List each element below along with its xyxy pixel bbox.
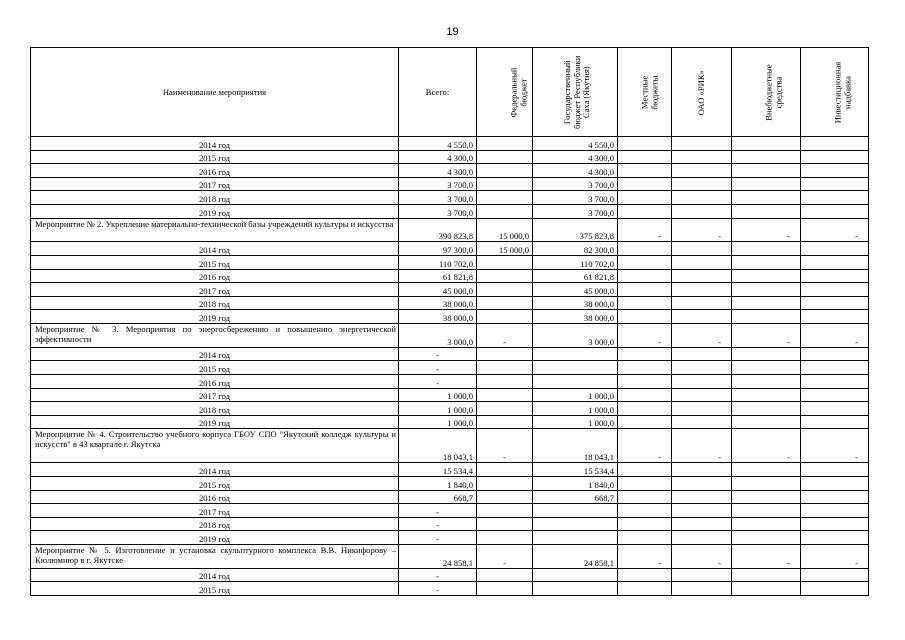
local-cell — [618, 269, 672, 283]
federal-cell: 15 000,0 — [477, 242, 533, 256]
header-rik — [672, 48, 732, 137]
republic-cell: 1 000,0 — [533, 402, 618, 416]
year-row — [31, 191, 869, 205]
local-cell — [618, 582, 672, 596]
federal-cell — [477, 463, 533, 477]
year-label: 2015 год — [31, 361, 399, 375]
rik-cell — [672, 137, 732, 151]
header-total-label: Всего: — [425, 87, 450, 97]
local-cell — [618, 490, 672, 504]
year-row — [31, 415, 869, 429]
year-label: 2019 год — [31, 310, 399, 324]
local-cell — [618, 415, 672, 429]
offbudget-cell — [732, 347, 801, 361]
header-invest-label: Инвестиционная надбавка — [832, 61, 852, 123]
republic-cell — [533, 568, 618, 582]
invest-cell — [801, 374, 869, 388]
header-total — [399, 48, 477, 137]
header-offbudget-label: Внебюджетные средства — [763, 63, 783, 121]
offbudget-cell — [732, 137, 801, 151]
local-cell — [618, 347, 672, 361]
total-cell: 45 000,0 — [399, 283, 477, 297]
header-local — [618, 48, 672, 137]
total-cell: 24 858,1 — [399, 545, 477, 569]
offbudget-cell: - — [732, 218, 801, 242]
local-cell — [618, 361, 672, 375]
offbudget-cell — [732, 568, 801, 582]
year-label: 2015 год — [31, 582, 399, 596]
rik-cell — [672, 269, 732, 283]
local-cell: - — [618, 218, 672, 242]
republic-cell: 375 823,8 — [533, 218, 618, 242]
year-row — [31, 361, 869, 375]
local-cell: - — [618, 429, 672, 463]
table-body — [31, 137, 869, 596]
budget-table — [30, 47, 869, 596]
activity-name: Мероприятие № 5. Изготовление и установка скульптурного комплекса В.В. Никифорову – Кюлюмнюр в г. Якутске — [31, 545, 399, 569]
year-label: 2019 год — [31, 531, 399, 545]
invest-cell — [801, 242, 869, 256]
offbudget-cell — [732, 164, 801, 178]
offbudget-cell — [732, 531, 801, 545]
rik-cell — [672, 347, 732, 361]
year-row — [31, 204, 869, 218]
invest-cell: - — [801, 218, 869, 242]
local-cell — [618, 517, 672, 531]
year-label: 2017 год — [31, 283, 399, 297]
invest-cell — [801, 310, 869, 324]
total-cell: 1 000,0 — [399, 402, 477, 416]
invest-cell — [801, 402, 869, 416]
offbudget-cell — [732, 242, 801, 256]
invest-cell — [801, 177, 869, 191]
local-cell — [618, 402, 672, 416]
invest-cell — [801, 415, 869, 429]
year-row — [31, 388, 869, 402]
invest-cell — [801, 283, 869, 297]
invest-cell — [801, 568, 869, 582]
invest-cell — [801, 150, 869, 164]
year-label: 2016 год — [31, 164, 399, 178]
republic-cell — [533, 531, 618, 545]
rik-cell: - — [672, 545, 732, 569]
total-cell: - — [399, 582, 477, 596]
local-cell — [618, 204, 672, 218]
republic-cell: 61 821,8 — [533, 269, 618, 283]
republic-cell: 82 300,0 — [533, 242, 618, 256]
offbudget-cell: - — [732, 545, 801, 569]
year-label: 2016 год — [31, 374, 399, 388]
local-cell — [618, 388, 672, 402]
republic-cell — [533, 374, 618, 388]
year-label: 2017 год — [31, 388, 399, 402]
federal-cell — [477, 490, 533, 504]
federal-cell — [477, 191, 533, 205]
rik-cell — [672, 242, 732, 256]
offbudget-cell — [732, 191, 801, 205]
invest-cell: - — [801, 545, 869, 569]
rik-cell — [672, 415, 732, 429]
offbudget-cell — [732, 296, 801, 310]
federal-cell — [477, 150, 533, 164]
year-label: 2016 год — [31, 269, 399, 283]
invest-cell: - — [801, 429, 869, 463]
rik-cell — [672, 388, 732, 402]
invest-cell — [801, 477, 869, 491]
rik-cell: - — [672, 429, 732, 463]
invest-cell — [801, 517, 869, 531]
invest-cell — [801, 137, 869, 151]
federal-cell: - — [477, 323, 533, 347]
total-cell: - — [399, 361, 477, 375]
rik-cell — [672, 191, 732, 205]
republic-cell: 18 043,1 — [533, 429, 618, 463]
year-row — [31, 255, 869, 269]
year-row — [31, 150, 869, 164]
rik-cell — [672, 164, 732, 178]
offbudget-cell — [732, 388, 801, 402]
local-cell — [618, 504, 672, 518]
total-cell: 3 700,0 — [399, 204, 477, 218]
invest-cell — [801, 164, 869, 178]
invest-cell — [801, 204, 869, 218]
local-cell — [618, 191, 672, 205]
year-label: 2018 год — [31, 402, 399, 416]
offbudget-cell — [732, 415, 801, 429]
local-cell — [618, 531, 672, 545]
total-cell: 110 702,0 — [399, 255, 477, 269]
local-cell — [618, 150, 672, 164]
republic-cell: 1 000,0 — [533, 388, 618, 402]
rik-cell — [672, 490, 732, 504]
total-cell: 3 700,0 — [399, 177, 477, 191]
total-cell: 668,7 — [399, 490, 477, 504]
federal-cell — [477, 296, 533, 310]
header-federal — [477, 48, 533, 137]
activity-row — [31, 218, 869, 242]
year-label: 2014 год — [31, 137, 399, 151]
rik-cell — [672, 582, 732, 596]
rik-cell — [672, 204, 732, 218]
year-row — [31, 296, 869, 310]
offbudget-cell — [732, 283, 801, 297]
federal-cell — [477, 361, 533, 375]
total-cell: 4 300,0 — [399, 150, 477, 164]
republic-cell: 3 700,0 — [533, 177, 618, 191]
rik-cell — [672, 463, 732, 477]
year-row — [31, 582, 869, 596]
offbudget-cell — [732, 255, 801, 269]
invest-cell — [801, 296, 869, 310]
federal-cell — [477, 283, 533, 297]
offbudget-cell — [732, 504, 801, 518]
federal-cell — [477, 388, 533, 402]
invest-cell — [801, 361, 869, 375]
year-row — [31, 242, 869, 256]
year-row — [31, 517, 869, 531]
year-row — [31, 177, 869, 191]
header-invest — [801, 48, 869, 137]
rik-cell — [672, 402, 732, 416]
total-cell: 1 000,0 — [399, 415, 477, 429]
republic-cell: 4 300,0 — [533, 150, 618, 164]
header-name — [31, 48, 399, 137]
header-row — [31, 48, 869, 137]
federal-cell — [477, 402, 533, 416]
total-cell: 97 300,0 — [399, 242, 477, 256]
offbudget-cell — [732, 463, 801, 477]
invest-cell — [801, 504, 869, 518]
year-row — [31, 269, 869, 283]
rik-cell — [672, 177, 732, 191]
header-republic — [533, 48, 618, 137]
total-cell: 4 550,0 — [399, 137, 477, 151]
year-row — [31, 490, 869, 504]
year-row — [31, 531, 869, 545]
offbudget-cell — [732, 177, 801, 191]
rik-cell — [672, 504, 732, 518]
republic-cell: 4 300,0 — [533, 164, 618, 178]
header-rik-label: ОАО «РИК» — [695, 69, 706, 116]
activity-row — [31, 323, 869, 347]
federal-cell — [477, 137, 533, 151]
year-row — [31, 137, 869, 151]
federal-cell — [477, 177, 533, 191]
republic-cell: 3 700,0 — [533, 204, 618, 218]
rik-cell — [672, 296, 732, 310]
republic-cell: 24 858,1 — [533, 545, 618, 569]
activity-name: Мероприятие № 3. Мероприятия по энергосбережению и повышению энергетической эффективности — [31, 323, 399, 347]
year-label: 2016 год — [31, 490, 399, 504]
republic-cell: 1 000,0 — [533, 415, 618, 429]
total-cell: 38 000,0 — [399, 296, 477, 310]
local-cell — [618, 568, 672, 582]
local-cell — [618, 374, 672, 388]
federal-cell — [477, 204, 533, 218]
year-row — [31, 463, 869, 477]
rik-cell — [672, 361, 732, 375]
local-cell — [618, 463, 672, 477]
rik-cell — [672, 568, 732, 582]
federal-cell — [477, 269, 533, 283]
year-label: 2014 год — [31, 568, 399, 582]
rik-cell: - — [672, 323, 732, 347]
rik-cell: - — [672, 218, 732, 242]
total-cell: 15 534,4 — [399, 463, 477, 477]
page-number: 19 — [446, 26, 459, 38]
year-label: 2017 год — [31, 177, 399, 191]
total-cell: 1 000,0 — [399, 388, 477, 402]
total-cell: - — [399, 568, 477, 582]
total-cell: 38 000,0 — [399, 310, 477, 324]
invest-cell — [801, 191, 869, 205]
header-republic-label: Государственный бюджет Республики Саха (Якутия) — [561, 55, 591, 129]
republic-cell: 4 550,0 — [533, 137, 618, 151]
year-label: 2017 год — [31, 504, 399, 518]
total-cell: - — [399, 517, 477, 531]
federal-cell — [477, 374, 533, 388]
republic-cell: 1 840,0 — [533, 477, 618, 491]
invest-cell — [801, 388, 869, 402]
activity-name: Мероприятие № 4. Строительство учебного корпуса ГБОУ СПО "Якутский колледж культуры и искусств" в 43 квартале г. Якутска — [31, 429, 399, 463]
invest-cell — [801, 269, 869, 283]
federal-cell — [477, 477, 533, 491]
local-cell: - — [618, 545, 672, 569]
rik-cell — [672, 283, 732, 297]
offbudget-cell: - — [732, 429, 801, 463]
total-cell: - — [399, 374, 477, 388]
federal-cell — [477, 582, 533, 596]
year-label: 2018 год — [31, 191, 399, 205]
federal-cell — [477, 517, 533, 531]
invest-cell — [801, 531, 869, 545]
local-cell — [618, 242, 672, 256]
local-cell — [618, 137, 672, 151]
year-label: 2018 год — [31, 517, 399, 531]
republic-cell: 3 000,0 — [533, 323, 618, 347]
federal-cell — [477, 255, 533, 269]
rik-cell — [672, 374, 732, 388]
federal-cell — [477, 531, 533, 545]
republic-cell: 38 000,0 — [533, 296, 618, 310]
header-name-label: Наименование мероприятия — [162, 87, 267, 97]
federal-cell — [477, 568, 533, 582]
local-cell — [618, 283, 672, 297]
local-cell — [618, 255, 672, 269]
activity-row — [31, 429, 869, 463]
republic-cell — [533, 504, 618, 518]
header-local-label: Местные бюджеты — [639, 75, 659, 109]
invest-cell — [801, 347, 869, 361]
offbudget-cell — [732, 582, 801, 596]
activity-row — [31, 545, 869, 569]
year-row — [31, 402, 869, 416]
total-cell: 4 300,0 — [399, 164, 477, 178]
year-label: 2014 год — [31, 463, 399, 477]
year-label: 2015 год — [31, 150, 399, 164]
year-label: 2014 год — [31, 347, 399, 361]
local-cell — [618, 164, 672, 178]
local-cell — [618, 177, 672, 191]
republic-cell: 38 000,0 — [533, 310, 618, 324]
total-cell: 61 821,8 — [399, 269, 477, 283]
offbudget-cell — [732, 269, 801, 283]
total-cell: 1 840,0 — [399, 477, 477, 491]
rik-cell — [672, 477, 732, 491]
federal-cell — [477, 504, 533, 518]
federal-cell — [477, 310, 533, 324]
header-federal-label: Федеральный бюджет — [508, 66, 528, 118]
offbudget-cell: - — [732, 323, 801, 347]
year-row — [31, 283, 869, 297]
rik-cell — [672, 255, 732, 269]
federal-cell: - — [477, 429, 533, 463]
activity-name: Мероприятие № 2. Укрепление материально-технической базы учреждений культуры и искусства — [31, 218, 399, 242]
rik-cell — [672, 310, 732, 324]
offbudget-cell — [732, 361, 801, 375]
total-cell: 390 823,8 — [399, 218, 477, 242]
federal-cell — [477, 164, 533, 178]
offbudget-cell — [732, 150, 801, 164]
total-cell: - — [399, 531, 477, 545]
year-row — [31, 477, 869, 491]
year-row — [31, 504, 869, 518]
year-label: 2019 год — [31, 204, 399, 218]
republic-cell: 668,7 — [533, 490, 618, 504]
total-cell: - — [399, 504, 477, 518]
local-cell — [618, 310, 672, 324]
republic-cell — [533, 361, 618, 375]
total-cell: 3 700,0 — [399, 191, 477, 205]
header-offbudget — [732, 48, 801, 137]
republic-cell: 3 700,0 — [533, 191, 618, 205]
invest-cell — [801, 490, 869, 504]
year-row — [31, 374, 869, 388]
republic-cell: 45 000,0 — [533, 283, 618, 297]
rik-cell — [672, 150, 732, 164]
offbudget-cell — [732, 374, 801, 388]
year-label: 2014 год — [31, 242, 399, 256]
local-cell — [618, 296, 672, 310]
year-row — [31, 347, 869, 361]
local-cell — [618, 477, 672, 491]
year-row — [31, 310, 869, 324]
rik-cell — [672, 517, 732, 531]
offbudget-cell — [732, 517, 801, 531]
republic-cell — [533, 582, 618, 596]
offbudget-cell — [732, 477, 801, 491]
offbudget-cell — [732, 204, 801, 218]
total-cell: 3 000,0 — [399, 323, 477, 347]
year-row — [31, 164, 869, 178]
invest-cell — [801, 463, 869, 477]
federal-cell: 15 000,0 — [477, 218, 533, 242]
invest-cell — [801, 255, 869, 269]
offbudget-cell — [732, 402, 801, 416]
offbudget-cell — [732, 310, 801, 324]
rik-cell — [672, 531, 732, 545]
federal-cell: - — [477, 545, 533, 569]
invest-cell: - — [801, 323, 869, 347]
republic-cell: 110 702,0 — [533, 255, 618, 269]
offbudget-cell — [732, 490, 801, 504]
republic-cell: 15 534,4 — [533, 463, 618, 477]
year-label: 2015 год — [31, 255, 399, 269]
total-cell: 18 043,1 — [399, 429, 477, 463]
total-cell: - — [399, 347, 477, 361]
invest-cell — [801, 582, 869, 596]
federal-cell — [477, 347, 533, 361]
year-label: 2018 год — [31, 296, 399, 310]
year-label: 2019 год — [31, 415, 399, 429]
federal-cell — [477, 415, 533, 429]
year-row — [31, 568, 869, 582]
local-cell: - — [618, 323, 672, 347]
year-label: 2015 год — [31, 477, 399, 491]
republic-cell — [533, 347, 618, 361]
republic-cell — [533, 517, 618, 531]
